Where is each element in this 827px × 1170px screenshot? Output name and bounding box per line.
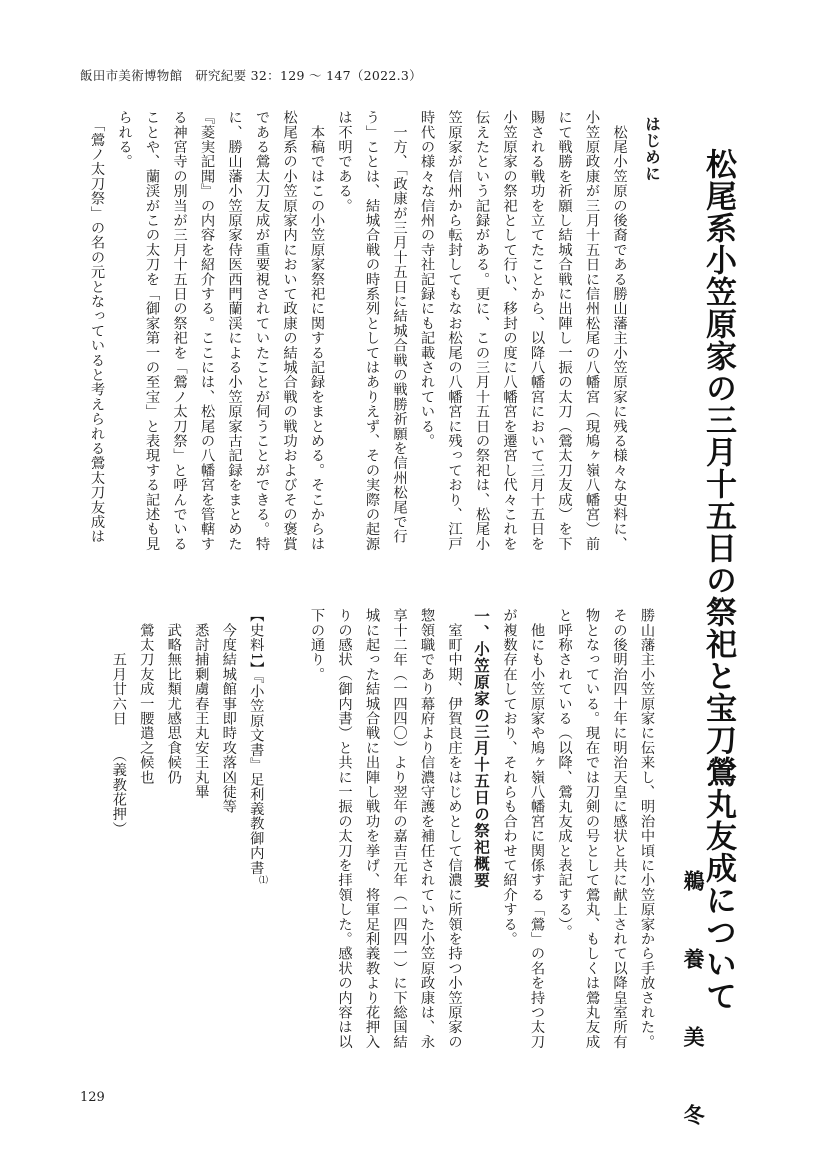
document-label-text: 【史料1】『小笠原文書』足利義教御内書: [248, 608, 265, 875]
text-line: 城に起った結城合戦に出陣し戦功を挙げ、将軍足利義教より花押入: [364, 608, 380, 1049]
text-line: 本稿ではこの小笠原家祭祀に関する記録をまとめる。そこからは: [309, 110, 325, 551]
text-line: ことや、蘭渓がこの太刀を「御家第一の至宝」と表現する記述も見: [144, 110, 160, 551]
text-line: られる。: [116, 110, 133, 169]
text-line: 他にも小笠原家や鳩ヶ嶺八幡宮に関係する「鶯」の名を持つ太刀: [529, 608, 545, 1049]
text-line: 室町中期、伊賀良庄をはじめとして信濃に所領を持つ小笠原家の: [446, 608, 463, 1049]
document-line: 今度結城館事即時攻落凶徒等: [220, 608, 237, 814]
text-line: と呼称されている（以降、鶯丸友成と表記する）。: [556, 608, 573, 939]
text-line: 小笠原政康が三月十五日に信州松尾の八幡宮（現鳩ヶ嶺八幡宮）前: [584, 110, 600, 551]
text-line: 一方、「政康が三月十五日に結城合戦の戦勝祈願を信州松尾で行: [391, 110, 408, 544]
text-line: 「鶯ノ太刀祭」の名の元となっていると考えられる鶯太刀友成は: [89, 110, 105, 544]
text-line: 賜される戦功を立てたことから、以降八幡宮において三月十五日を: [529, 110, 545, 551]
text-line: は不明である。: [336, 110, 353, 213]
text-line: にて戦勝を祈願し結城合戦に出陣し一振の太刀（鶯太刀友成）を下: [556, 110, 573, 551]
text-line: 松尾小笠原の後裔である勝山藩主小笠原家に残る様々な史料に、: [611, 110, 628, 551]
document-line: 武略無比類尤感思食候仍: [165, 608, 182, 785]
text-line: が複数存在しており、それらも合わせて紹介する。: [501, 608, 518, 947]
text-line: その後明治四十年に明治天皇に感状と共に献上されて以降皇室所有: [611, 608, 628, 1049]
document-spacer: [275, 608, 303, 1068]
article-title: 松尾系小笠原家の三月十五日の祭祀と宝刀鶯丸友成について: [700, 148, 736, 1012]
text-line: 享十二年（一四四〇）より翌年の嘉吉元年（一四四一）に下総国結: [391, 608, 408, 1049]
page-number: 129: [80, 1090, 105, 1105]
document-line: 五月廿六日 （義教花押）: [110, 608, 127, 837]
text-line: 勝山藩主小笠原家に伝来し、明治中頃に小笠原家から手放された。: [639, 608, 655, 1049]
text-line: 惣領職であり幕府より信濃守護を補任されていた小笠原政康は、永: [419, 608, 435, 1049]
document-line: 鶯太刀友成一腰遣之候也: [138, 608, 155, 785]
document-label: [242, 608, 275, 1068]
section-heading-1: 一、小笠原家の三月十五日の祭祀概要: [472, 608, 491, 889]
text-line: 笠原家が信州から転封してもなお松尾の八幡宮に残っており、江戸: [446, 110, 463, 551]
text-line: 『菱実記聞』の内容を紹介する。ここには、松尾の八幡宮を管轄す: [199, 110, 215, 551]
lower-text-column: [110, 608, 660, 1068]
text-line: 下の通り。: [309, 608, 325, 682]
text-line: 松尾系の小笠原家内において政康の結城合戦の戦功およびその褒賞: [281, 110, 298, 551]
author-name: 鵜 養 美 冬: [681, 870, 706, 1143]
text-line: りの感状（御内書）と共に一振の太刀を拝領した。感状の内容は以: [336, 608, 353, 1049]
text-line: 時代の様々な信州の寺社記録にも記載されている。: [419, 110, 435, 449]
heading-spacer: [633, 110, 661, 560]
text-line: に、勝山藩小笠原家侍医西門蘭渓による小笠原家古記録をまとめた: [226, 110, 243, 551]
journal-header: 飯田市美術博物館 研究紀要 32：129 ～ 147（2022.3）: [80, 68, 422, 83]
heading-introduction: はじめに: [643, 116, 662, 182]
document-line: 悉討捕剰虜春王丸安王丸畢: [193, 608, 210, 800]
footnote-marker: ⑴: [257, 874, 267, 885]
text-line: る神宮寺の別当が三月十五日の祭祀を「鶯ノ太刀祭」と呼んでいる: [171, 110, 188, 551]
text-line: 伝えたという記録がある。更に、この三月十五日の祭祀は、松尾小: [474, 110, 490, 551]
upper-text-column: [72, 110, 660, 560]
text-line: 物となっている。現在では刀剣の号として鶯丸、もしくは鶯丸友成: [584, 608, 600, 1049]
text-line: う」ことは、結城合戦の時系列としてはありえず、その実際の起源: [364, 110, 380, 551]
text-line: 小笠原家の祭祀として行い、移封の度に八幡宮を遷宮し代々これを: [501, 110, 518, 551]
text-line: である鶯太刀友成が重要視されていたことが伺うことができる。特: [254, 110, 270, 551]
